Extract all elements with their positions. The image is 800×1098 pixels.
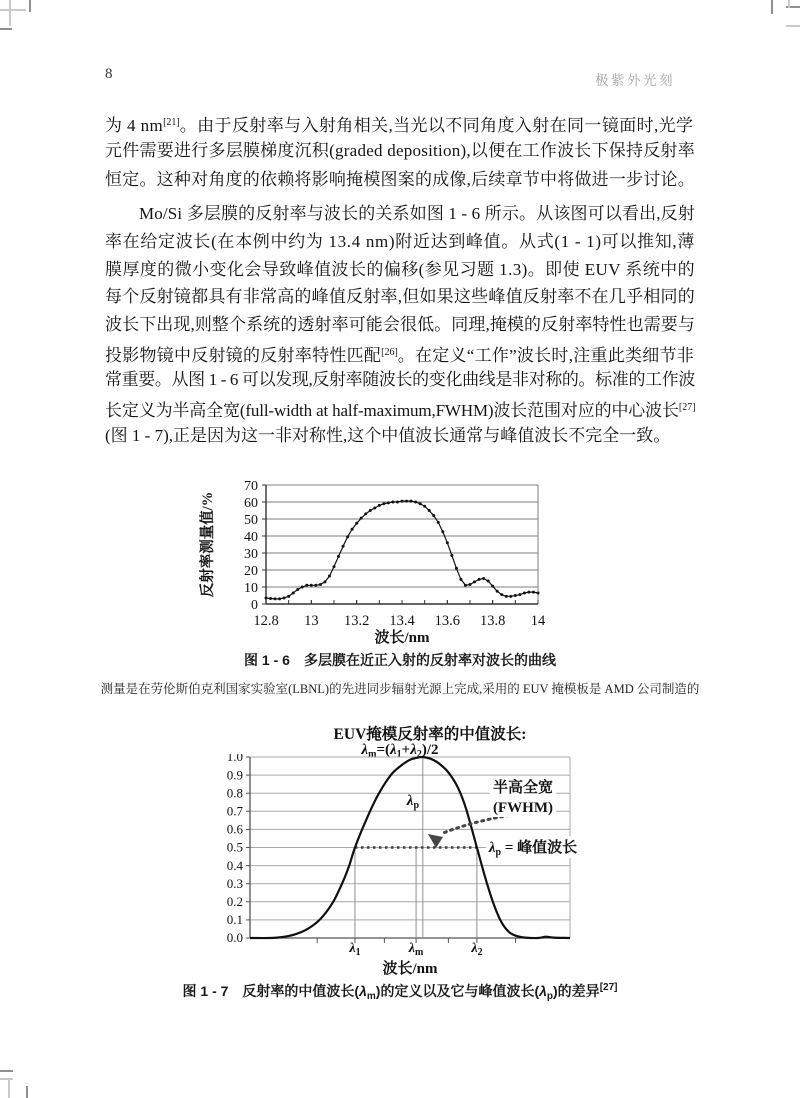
fig16-data-marker <box>287 595 290 598</box>
fig16-xtick-label: 13.6 <box>434 613 461 629</box>
fig16-data-marker <box>532 591 535 594</box>
text-segment: λ <box>539 983 547 999</box>
text-segment: 2 <box>477 947 483 958</box>
fwhm-label-line1: 半高全宽 <box>490 776 556 797</box>
text-segment: [26] <box>381 346 398 358</box>
fig16-data-marker <box>487 580 490 583</box>
text-segment: )的定义以及它与峰值波长( <box>375 983 540 999</box>
text-segment: 波长下出现,则整个系统的透射率可能会很低。同理,掩模的反射率特性也需要与 <box>105 314 695 334</box>
text-segment: λ <box>349 941 356 956</box>
text-segment: 1 <box>355 947 361 958</box>
fig17-ytick-label: 0.2 <box>226 894 243 909</box>
text-segment: 。由于反射率与入射角相关,当光以不同角度入射在同一镜面时,光学 <box>179 116 694 135</box>
fig16-data-marker <box>496 590 499 593</box>
body-line <box>105 137 695 165</box>
fig17-ytick-label: 0.6 <box>226 821 243 837</box>
fig16-data-marker <box>500 593 503 596</box>
fig16-data-marker <box>527 591 530 594</box>
fig16-data-marker <box>473 580 476 583</box>
fig16-data-marker <box>355 522 358 525</box>
fig16-data-marker <box>265 597 268 600</box>
text-segment: 为 4 nm <box>105 116 164 135</box>
text-segment: m <box>414 947 424 958</box>
fwhm-label-line2: (FWHM) <box>490 800 556 817</box>
text-segment: 每个反射镜都具有非常高的峰值反射率,但如果这些峰值反射率不在几乎相同的 <box>105 287 695 307</box>
crop-mark <box>0 1070 13 1072</box>
fig16-ytick-label: 40 <box>244 529 258 545</box>
text-segment: + <box>401 742 411 758</box>
body-line-content <box>105 141 695 160</box>
fig17-ytick-label: 0.8 <box>226 785 243 801</box>
fig16-data-marker <box>478 578 481 581</box>
fig16-data-marker <box>401 500 404 503</box>
fig16-data-marker <box>419 502 422 505</box>
fig16-data-marker <box>373 506 376 509</box>
fig16-data-marker <box>274 597 277 600</box>
crop-mark <box>29 0 31 12</box>
text-segment: 常重要。从图 1 - 6 可以发现,反射率随波长的变化曲线是非对称的。标准的工作波 <box>105 370 695 390</box>
fig16-data-marker <box>432 514 435 517</box>
fig16-data-marker <box>323 580 326 583</box>
fig1-7-title: EUV掩模反射率的中值波长: <box>333 726 527 743</box>
body-line-content <box>105 315 695 334</box>
fig16-data-marker <box>364 512 367 515</box>
xtick-lambda2 <box>471 941 482 958</box>
text-segment: Mo/Si 多层膜的反射率与波长的关系如图 1 - 6 所示。从该图可以看出,反射 <box>139 204 695 224</box>
fig16-data-marker <box>437 521 440 524</box>
fig16-xtick-label: 13.2 <box>343 613 370 629</box>
crop-mark <box>9 0 11 26</box>
body-line-content <box>139 204 695 223</box>
text-segment: [27] <box>599 982 618 993</box>
body-text <box>105 109 695 449</box>
body-line-content <box>105 170 695 189</box>
fig16-xtick-label: 13 <box>304 613 319 629</box>
crop-mark <box>0 1078 13 1080</box>
body-line <box>105 339 695 367</box>
fig17-ytick-label: 0.4 <box>226 857 243 873</box>
fig1-7-caption <box>50 981 750 1002</box>
fig16-data-marker <box>301 586 304 589</box>
text-segment: λ <box>406 793 414 809</box>
fig16-xtick-label: 14 <box>530 613 546 629</box>
body-line <box>105 422 695 450</box>
text-segment: m <box>366 991 376 1002</box>
fig1-7-xaxis-label: 波长/nm <box>382 961 438 977</box>
body-line-content <box>105 260 695 279</box>
text-segment: )/2 <box>421 742 439 758</box>
crop-mark <box>788 0 790 8</box>
fig16-data-marker <box>459 578 462 581</box>
text-segment: [27] <box>678 401 696 413</box>
body-line <box>105 200 695 228</box>
fig16-data-marker <box>283 597 286 600</box>
fig1-6-caption: 图 1 - 6 多层膜在近正入射的反射率对波长的曲线 <box>244 652 556 668</box>
text-segment: 率在给定波长(在本例中约为 13.4 nm)附近达到峰值。从式(1 - 1)可以推知,薄 <box>105 231 695 251</box>
text-segment: λ <box>359 983 367 999</box>
fig16-data-marker <box>310 584 313 587</box>
text-segment: λ <box>488 840 496 856</box>
fig16-data-marker <box>328 574 331 577</box>
text-segment: p <box>413 800 419 811</box>
crop-mark <box>0 9 26 11</box>
fig1-6-reflectance-vs-wavelength-chart <box>160 478 620 650</box>
fig16-xtick-label: 12.8 <box>253 613 279 629</box>
fig16-data-marker <box>342 545 345 548</box>
fig17-fwhm-pointer-arrowhead <box>428 834 443 848</box>
fig16-data-marker <box>423 505 426 508</box>
fig16-data-marker <box>464 584 467 587</box>
fig17-ytick-label: 1.0 <box>226 754 243 765</box>
text-segment: (图 1 - 7),正是因为这一非对称性,这个中值波长通常与峰值波长不完全一致。 <box>105 425 671 445</box>
fig16-ytick-label: 30 <box>244 546 258 562</box>
fig16-data-marker <box>491 585 494 588</box>
text-segment: 膜厚度的微小变化会导致峰值波长的偏移(参见习题 1.3)。即使 EUV 系统中的 <box>105 259 695 279</box>
fig16-data-marker <box>314 584 317 587</box>
fig16-data-marker <box>514 594 517 597</box>
fig17-ytick-label: 0.3 <box>226 875 243 891</box>
fig16-data-marker <box>346 535 349 538</box>
fig16-data-marker <box>296 588 299 591</box>
fig16-data-marker <box>333 565 336 568</box>
body-line <box>105 394 695 422</box>
fig16-xtick-label: 13.8 <box>479 613 506 629</box>
body-line-content <box>105 401 696 420</box>
paragraph <box>105 109 695 194</box>
text-segment: p <box>546 991 554 1002</box>
fig1-7-median-wavelength-chart <box>180 754 600 984</box>
fig16-data-marker <box>292 591 295 594</box>
xtick-lambdam <box>409 941 424 958</box>
fig16-data-marker <box>518 593 521 596</box>
body-line-content <box>105 426 670 445</box>
fig16-data-marker <box>269 597 272 600</box>
text-segment: p <box>495 847 502 858</box>
text-segment: 投影物镜中反射镜的反射率特性匹配 <box>105 345 382 365</box>
fig16-data-marker <box>410 500 413 503</box>
fig16-data-marker <box>360 517 363 520</box>
peak-wavelength-definition-label <box>486 836 580 858</box>
fig16-data-marker <box>428 509 431 512</box>
fig16-data-marker <box>278 597 281 600</box>
fig17-ytick-label: 0.5 <box>226 839 243 855</box>
page-number: 8 <box>105 66 113 82</box>
text-segment: 恒定。这种对角度的依赖将影响掩模图案的成像,后续章节中将做进一步讨论。 <box>105 169 695 189</box>
crop-mark <box>786 25 800 27</box>
body-line <box>105 256 695 284</box>
fig16-data-marker <box>351 528 354 531</box>
fig17-ytick-label: 0.9 <box>226 767 243 783</box>
fig16-data-marker <box>505 595 508 598</box>
body-line <box>105 109 695 137</box>
text-segment: m <box>368 749 377 760</box>
fig16-data-marker <box>337 555 340 558</box>
fig16-ytick-label: 20 <box>244 563 258 579</box>
text-segment: 1 <box>396 749 402 760</box>
crop-mark <box>8 1078 10 1098</box>
body-line-content <box>105 287 695 306</box>
fig16-data-marker <box>441 530 444 533</box>
text-segment: 图 1 - 7 反射率的中值波长( <box>182 983 360 999</box>
fig16-data-marker <box>391 501 394 504</box>
text-segment: λ <box>471 941 478 956</box>
text-segment: λ <box>361 742 369 758</box>
text-segment: =( <box>376 742 390 758</box>
fig16-yaxis-label: 反射率测量值/% <box>200 491 216 598</box>
fig16-data-marker <box>446 541 449 544</box>
text-segment: [21] <box>163 117 180 128</box>
fig17-ytick-label: 0.1 <box>226 912 243 928</box>
body-line <box>105 311 695 339</box>
fig16-data-marker <box>319 583 322 586</box>
fig16-data-marker <box>450 554 453 557</box>
fig16-data-marker <box>469 583 472 586</box>
fig16-ytick-label: 0 <box>251 597 258 613</box>
fig16-data-marker <box>378 504 381 507</box>
fig16-data-marker <box>482 577 485 580</box>
body-line <box>105 366 695 394</box>
fig16-data-marker <box>305 584 308 587</box>
fig16-ytick-label: 50 <box>244 512 258 528</box>
body-line-content <box>105 232 695 251</box>
fig16-xtick-label: 13.4 <box>389 613 415 629</box>
fig17-ytick-label: 0.0 <box>226 930 243 946</box>
fig16-ytick-label: 70 <box>244 478 258 494</box>
text-segment: 元件需要进行多层膜梯度沉积(graded deposition),以便在工作波长下保持反射率 <box>105 141 695 161</box>
fig16-ytick-label: 60 <box>244 495 258 511</box>
fig16-data-marker <box>414 501 417 504</box>
body-line <box>105 228 695 256</box>
text-segment: λ <box>408 941 415 956</box>
xtick-lambda1 <box>349 941 360 958</box>
crop-mark <box>771 0 773 14</box>
body-line-content <box>105 346 694 365</box>
fig16-data-marker <box>405 500 408 503</box>
fig17-ytick-label: 0.7 <box>226 803 243 819</box>
lambda-p-peak-label <box>407 793 419 811</box>
fig16-data-marker <box>509 595 512 598</box>
text-segment: = 峰值波长 <box>501 840 578 856</box>
text-segment: 长定义为半高全宽(full-width at half-maximum,FWHM)波长范围对应的中心波长 <box>105 400 679 420</box>
fig16-data-marker <box>369 509 372 512</box>
body-line-content <box>105 370 695 389</box>
fig1-6-subcaption: 测量是在劳伦斯伯克利国家实验室(LBNL)的先进同步辐射光源上完成,采用的 EUV 掩模板是 AMD 公司制造的 <box>100 682 700 696</box>
fig16-data-marker <box>396 501 399 504</box>
text-segment: λ <box>410 742 417 758</box>
crop-mark <box>26 1086 28 1098</box>
fig16-data-marker <box>523 591 526 594</box>
text-segment: λ <box>389 742 397 758</box>
fig16-data-marker <box>455 567 458 570</box>
fig16-data-marker <box>387 501 390 504</box>
text-segment: 2 <box>416 749 422 760</box>
crop-mark <box>0 28 12 30</box>
fig16-data-marker <box>537 591 540 594</box>
fig16-xaxis-label: 波长/nm <box>374 630 430 646</box>
body-line <box>105 166 695 194</box>
body-line-content <box>105 116 693 135</box>
body-line <box>105 283 695 311</box>
fig16-data-marker <box>382 502 385 505</box>
text-segment: 。在定义“工作”波长时,注重此类细节非 <box>397 345 694 365</box>
text-segment: )的差异 <box>553 983 600 999</box>
running-head: 极紫外光刻 <box>595 73 675 88</box>
fig16-ytick-label: 10 <box>244 580 258 596</box>
paragraph <box>105 200 695 449</box>
